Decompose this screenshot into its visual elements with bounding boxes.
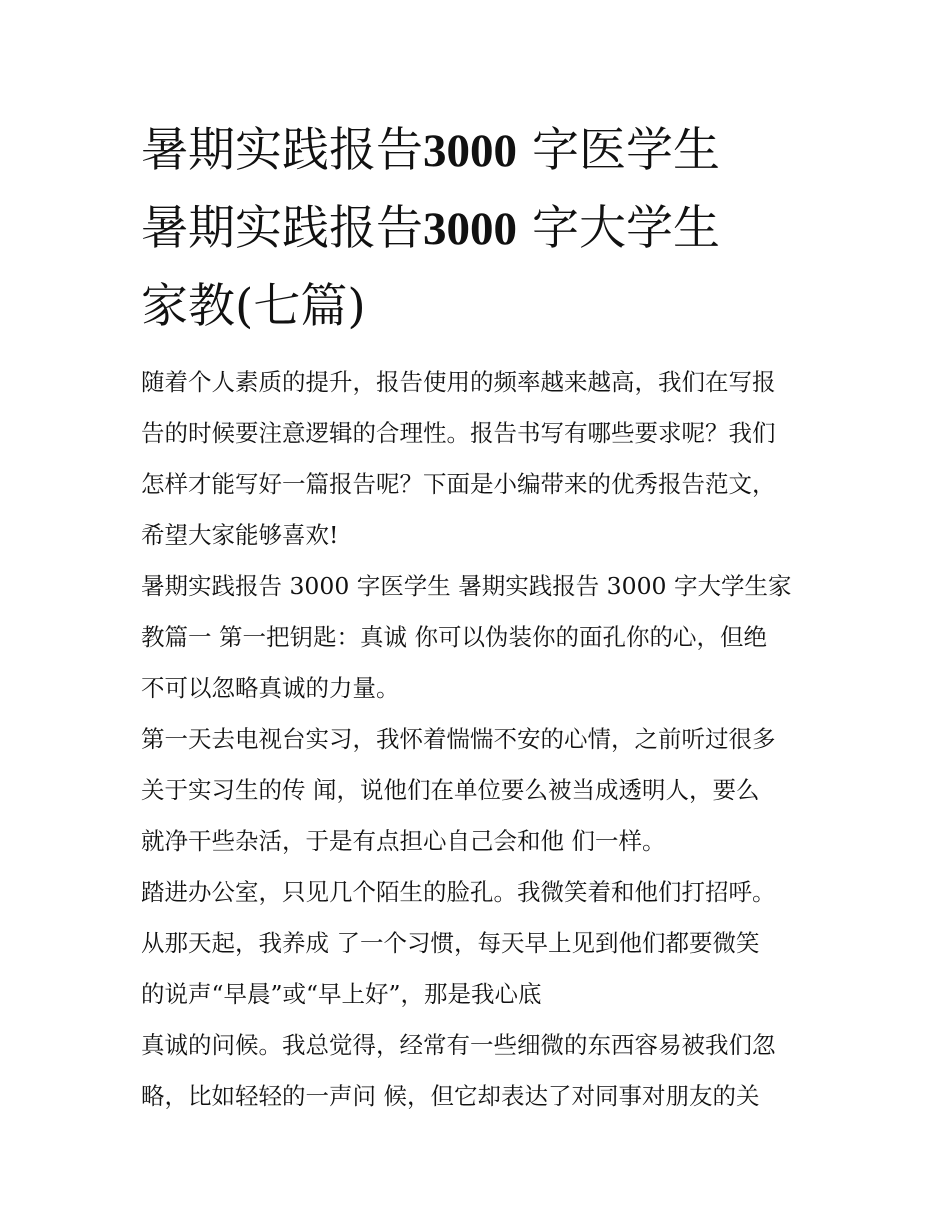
document-body: [141, 357, 821, 1122]
title-line: 暑期实践报告3000 字医学生: [141, 123, 720, 178]
document-page: [141, 112, 821, 1122]
text-line: 怎样才能写好一篇报告呢？下面是小编带来的优秀报告范文，: [141, 470, 776, 498]
text-line: 真诚的问候。我总觉得，经常有一些细微的东西容易被我们忽: [141, 1031, 776, 1059]
paragraph-first-day: [141, 714, 821, 867]
text-line: 就净干些杂活，于是有点担心自己会和他 们一样。: [141, 827, 666, 855]
text-line: 教篇一 第一把钥匙：真诚 你可以伪装你的面孔你的心，但绝: [141, 623, 767, 651]
paragraph-intro: [141, 357, 821, 561]
text-line: 告的时候要注意逻辑的合理性。报告书写有哪些要求呢？我们: [141, 419, 776, 447]
paragraph-chapter-one: [141, 561, 821, 714]
text-line: 略，比如轻轻的一声问 候，但它却表达了对同事对朋友的关: [141, 1082, 760, 1110]
text-line: 踏进办公室，只见几个陌生的脸孔。我微笑着和他们打招呼。: [141, 878, 776, 906]
title-line: 家教(七篇): [141, 279, 366, 334]
text-line: 的说声“早晨”或“早上好”，那是我心底: [141, 980, 542, 1008]
text-line: 希望大家能够喜欢!: [141, 521, 339, 549]
title-line: 暑期实践报告3000 字大学生: [141, 201, 720, 256]
paragraph-greeting: [141, 1020, 821, 1122]
text-line: 随着个人素质的提升，报告使用的频率越来越高，我们在写报: [141, 368, 776, 396]
text-line: 不可以忽略真诚的力量。: [141, 674, 400, 702]
document-title: [141, 112, 821, 345]
text-line: 从那天起，我养成 了一个习惯，每天早上见到他们都要微笑: [141, 929, 760, 957]
text-line: 第一天去电视台实习，我怀着惴惴不安的心情，之前听过很多: [141, 725, 776, 753]
text-line: 暑期实践报告 3000 字医学生 暑期实践报告 3000 字大学生家: [141, 572, 792, 600]
paragraph-office: [141, 867, 821, 1020]
text-line: 关于实习生的传 闻，说他们在单位要么被当成透明人，要么: [141, 776, 760, 804]
